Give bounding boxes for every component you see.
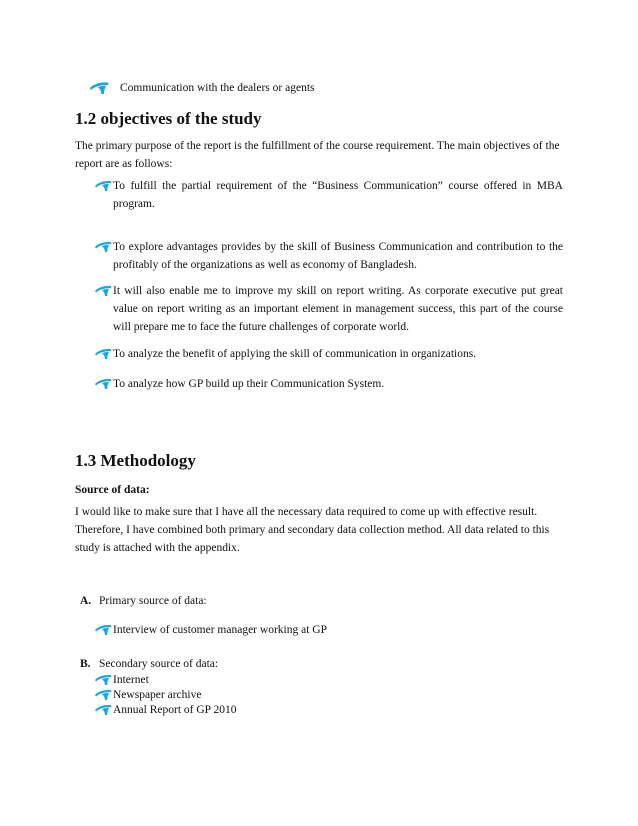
gp-bullet-icon <box>94 623 112 635</box>
objective-item: To analyze the benefit of applying the skill of communication in organizations. <box>113 348 477 360</box>
gp-bullet-icon <box>94 284 112 296</box>
gp-bullet-icon <box>94 347 112 359</box>
gp-bullet-icon <box>94 377 112 389</box>
primary-letter: A. <box>80 595 92 607</box>
gp-bullet-icon <box>94 673 112 685</box>
secondary-source-item: Newspaper archive <box>113 689 202 701</box>
objective-item: To fulfill the partial requirement of the “Business Communication” course offered in MBA program. <box>113 180 563 210</box>
methodology-heading: 1.3 Methodology <box>75 451 196 470</box>
gp-bullet-icon <box>88 80 110 94</box>
methodology-paragraph: I would like to make sure that I have all the necessary data required to come up with effective result. Therefore, I have combined both primary and secondary data collection method. All data related to this study is attached with the appendix. <box>75 506 550 554</box>
primary-source-label: Primary source of data: <box>99 595 207 607</box>
secondary-letter: B. <box>80 658 91 670</box>
gp-bullet-icon <box>94 703 112 715</box>
gp-bullet-icon <box>94 240 112 252</box>
objective-item: To analyze how GP build up their Communication System. <box>113 378 385 390</box>
gp-bullet-icon <box>94 688 112 700</box>
secondary-source-label: Secondary source of data: <box>99 658 219 670</box>
top-list-item: Communication with the dealers or agents <box>120 82 315 94</box>
objective-item: To explore advantages provides by the skill of Business Communication and contribution to the profitably of the organizations as well as economy of Bangladesh. <box>113 241 563 271</box>
secondary-source-item: Annual Report of GP 2010 <box>113 704 237 716</box>
objectives-intro: The primary purpose of the report is the fulfillment of the course requirement. The main objectives of the report are as follows: <box>75 140 560 170</box>
secondary-source-item: Internet <box>113 674 149 686</box>
source-of-data-label: Source of data: <box>75 484 150 496</box>
primary-source-item: Interview of customer manager working at GP <box>113 624 327 636</box>
gp-bullet-icon <box>94 179 112 191</box>
objective-item: It will also enable me to improve my skill on report writing. As corporate executive put great value on report writing as an important element in management success, this part of the course will prepare me to face the future challenges of corporate world. <box>113 285 563 333</box>
objectives-heading: 1.2 objectives of the study <box>75 109 262 128</box>
